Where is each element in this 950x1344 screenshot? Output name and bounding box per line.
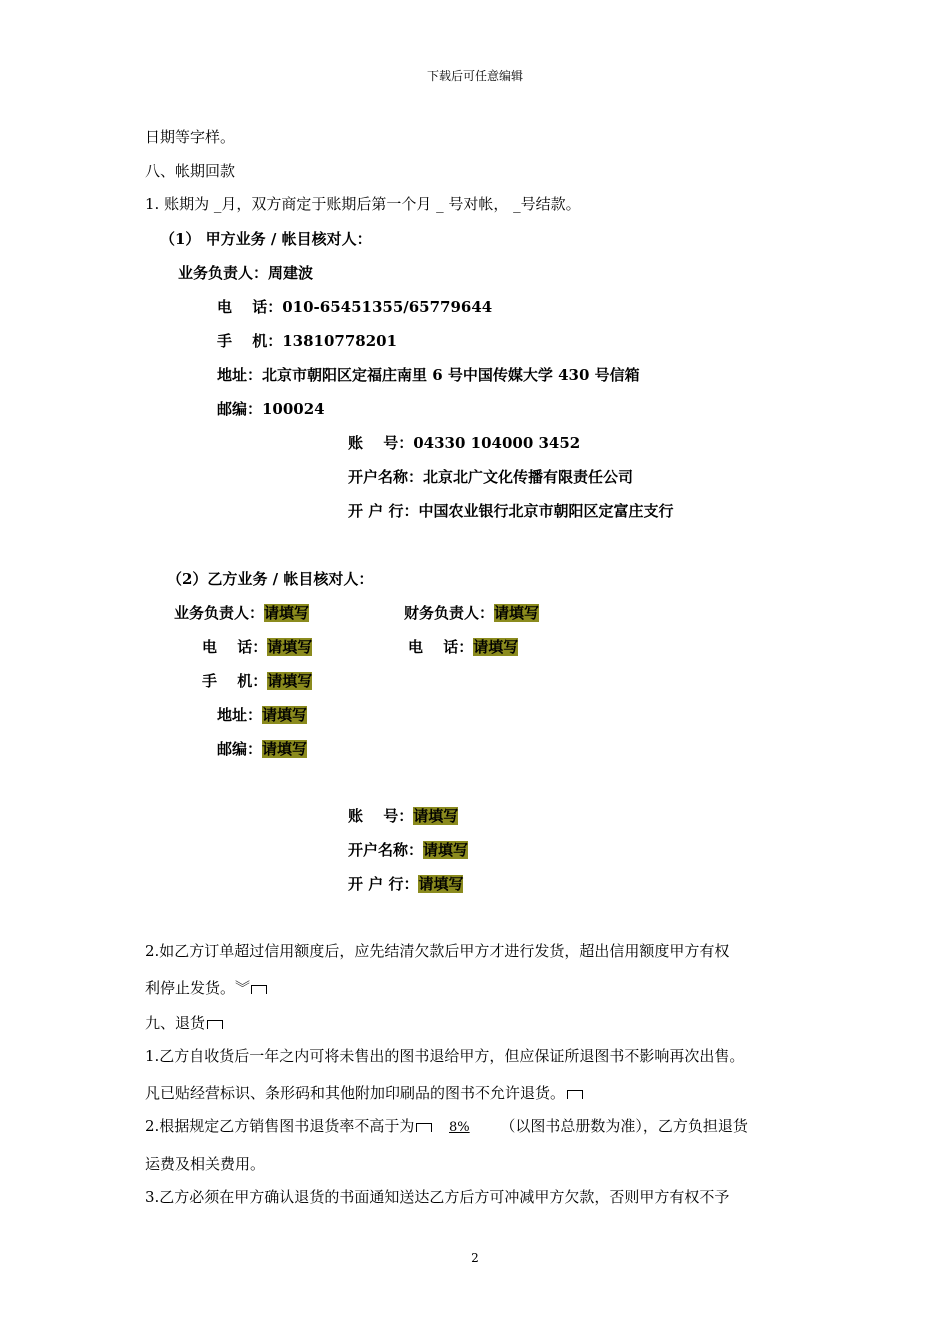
page-header: 下载后可任意编辑 (426, 69, 523, 83)
paragraph-mark-icon (207, 1020, 223, 1029)
party-b-mobile: 手 机：请填写 (202, 672, 313, 690)
text-line: 1. 账期为 _月，双方商定于账期后第一个月 _ 号对帐， _号结款。 (145, 195, 581, 213)
party-b-finance-phone: 电 话：请填写 (408, 638, 519, 656)
fill-field[interactable]: 请填写 (418, 875, 464, 893)
party-a-account: 账 号：04330 104000 3452 (348, 434, 581, 452)
paragraph-mark-icon (251, 985, 267, 994)
party-a-phone: 电 话：010-65451355/65779644 (217, 298, 493, 316)
fill-field[interactable]: 请填写 (267, 672, 313, 690)
page-number: 2 (471, 1251, 479, 1265)
party-b-phone: 电 话：请填写 (202, 638, 313, 656)
fill-field[interactable]: 请填写 (264, 604, 310, 622)
fill-field[interactable]: 请填写 (262, 706, 308, 724)
text-line: 3.乙方必须在甲方确认退货的书面通知送达乙方后方可冲减甲方欠款，否则甲方有权不予 (145, 1188, 730, 1206)
party-a-account-name: 开户名称：北京北广文化传播有限责任公司 (348, 468, 634, 486)
party-a-bank: 开 户 行：中国农业银行北京市朝阳区定富庄支行 (348, 502, 674, 520)
chevron-down-icon: ︾ (235, 979, 251, 997)
text-line: 凡已贴经营标识、条形码和其他附加印刷品的图书不允许退货。 (145, 1083, 583, 1103)
party-a-business-contact: 业务负责人：周建波 (178, 264, 314, 282)
party-b-bank: 开 户 行：请填写 (348, 875, 464, 893)
fill-field[interactable]: 请填写 (473, 638, 519, 656)
text-line: 利停止发货。︾ (145, 978, 267, 998)
text-line: 1.乙方自收货后一年之内可将未售出的图书退给甲方，但应保证所退图书不影响再次出售。 (145, 1047, 745, 1065)
section-heading-9: 九、退货 (145, 1013, 223, 1033)
paragraph-mark-icon (416, 1123, 432, 1132)
fill-field[interactable]: 请填写 (262, 740, 308, 758)
party-b-address: 地址：请填写 (217, 706, 308, 724)
party-b-account: 账 号：请填写 (348, 807, 459, 825)
fill-field[interactable]: 请填写 (423, 841, 469, 859)
text-line: 2.根据规定乙方销售图书退货率不高于为 8% （以图书总册数为准），乙方负担退货 (145, 1116, 748, 1138)
fill-field[interactable]: 请填写 (267, 638, 313, 656)
party-a-zip: 邮编：100024 (217, 400, 325, 418)
party-a-address: 地址：北京市朝阳区定福庄南里 6 号中国传媒大学 430 号信箱 (217, 366, 640, 384)
party-b-title: （2）乙方业务 / 帐目核对人： (167, 570, 374, 588)
fill-field[interactable]: 请填写 (494, 604, 540, 622)
paragraph-mark-icon (567, 1090, 583, 1099)
text-line: 日期等字样。 (145, 128, 236, 146)
party-b-account-name: 开户名称：请填写 (348, 841, 469, 859)
fill-field[interactable]: 请填写 (413, 807, 459, 825)
section-heading-8: 八、帐期回款 (145, 162, 236, 180)
party-a-title: （1） 甲方业务 / 帐目核对人： (160, 230, 372, 248)
return-rate-value: 8% (449, 1120, 470, 1135)
text-line: 运费及相关费用。 (145, 1155, 266, 1173)
party-b-finance-contact: 财务负责人：请填写 (404, 604, 540, 622)
party-a-mobile: 手 机：13810778201 (217, 332, 398, 350)
party-b-business-contact: 业务负责人：请填写 (174, 604, 310, 622)
party-b-zip: 邮编：请填写 (217, 740, 308, 758)
text-line: 2.如乙方订单超过信用额度后，应先结清欠款后甲方才进行发货，超出信用额度甲方有权 (145, 942, 730, 960)
